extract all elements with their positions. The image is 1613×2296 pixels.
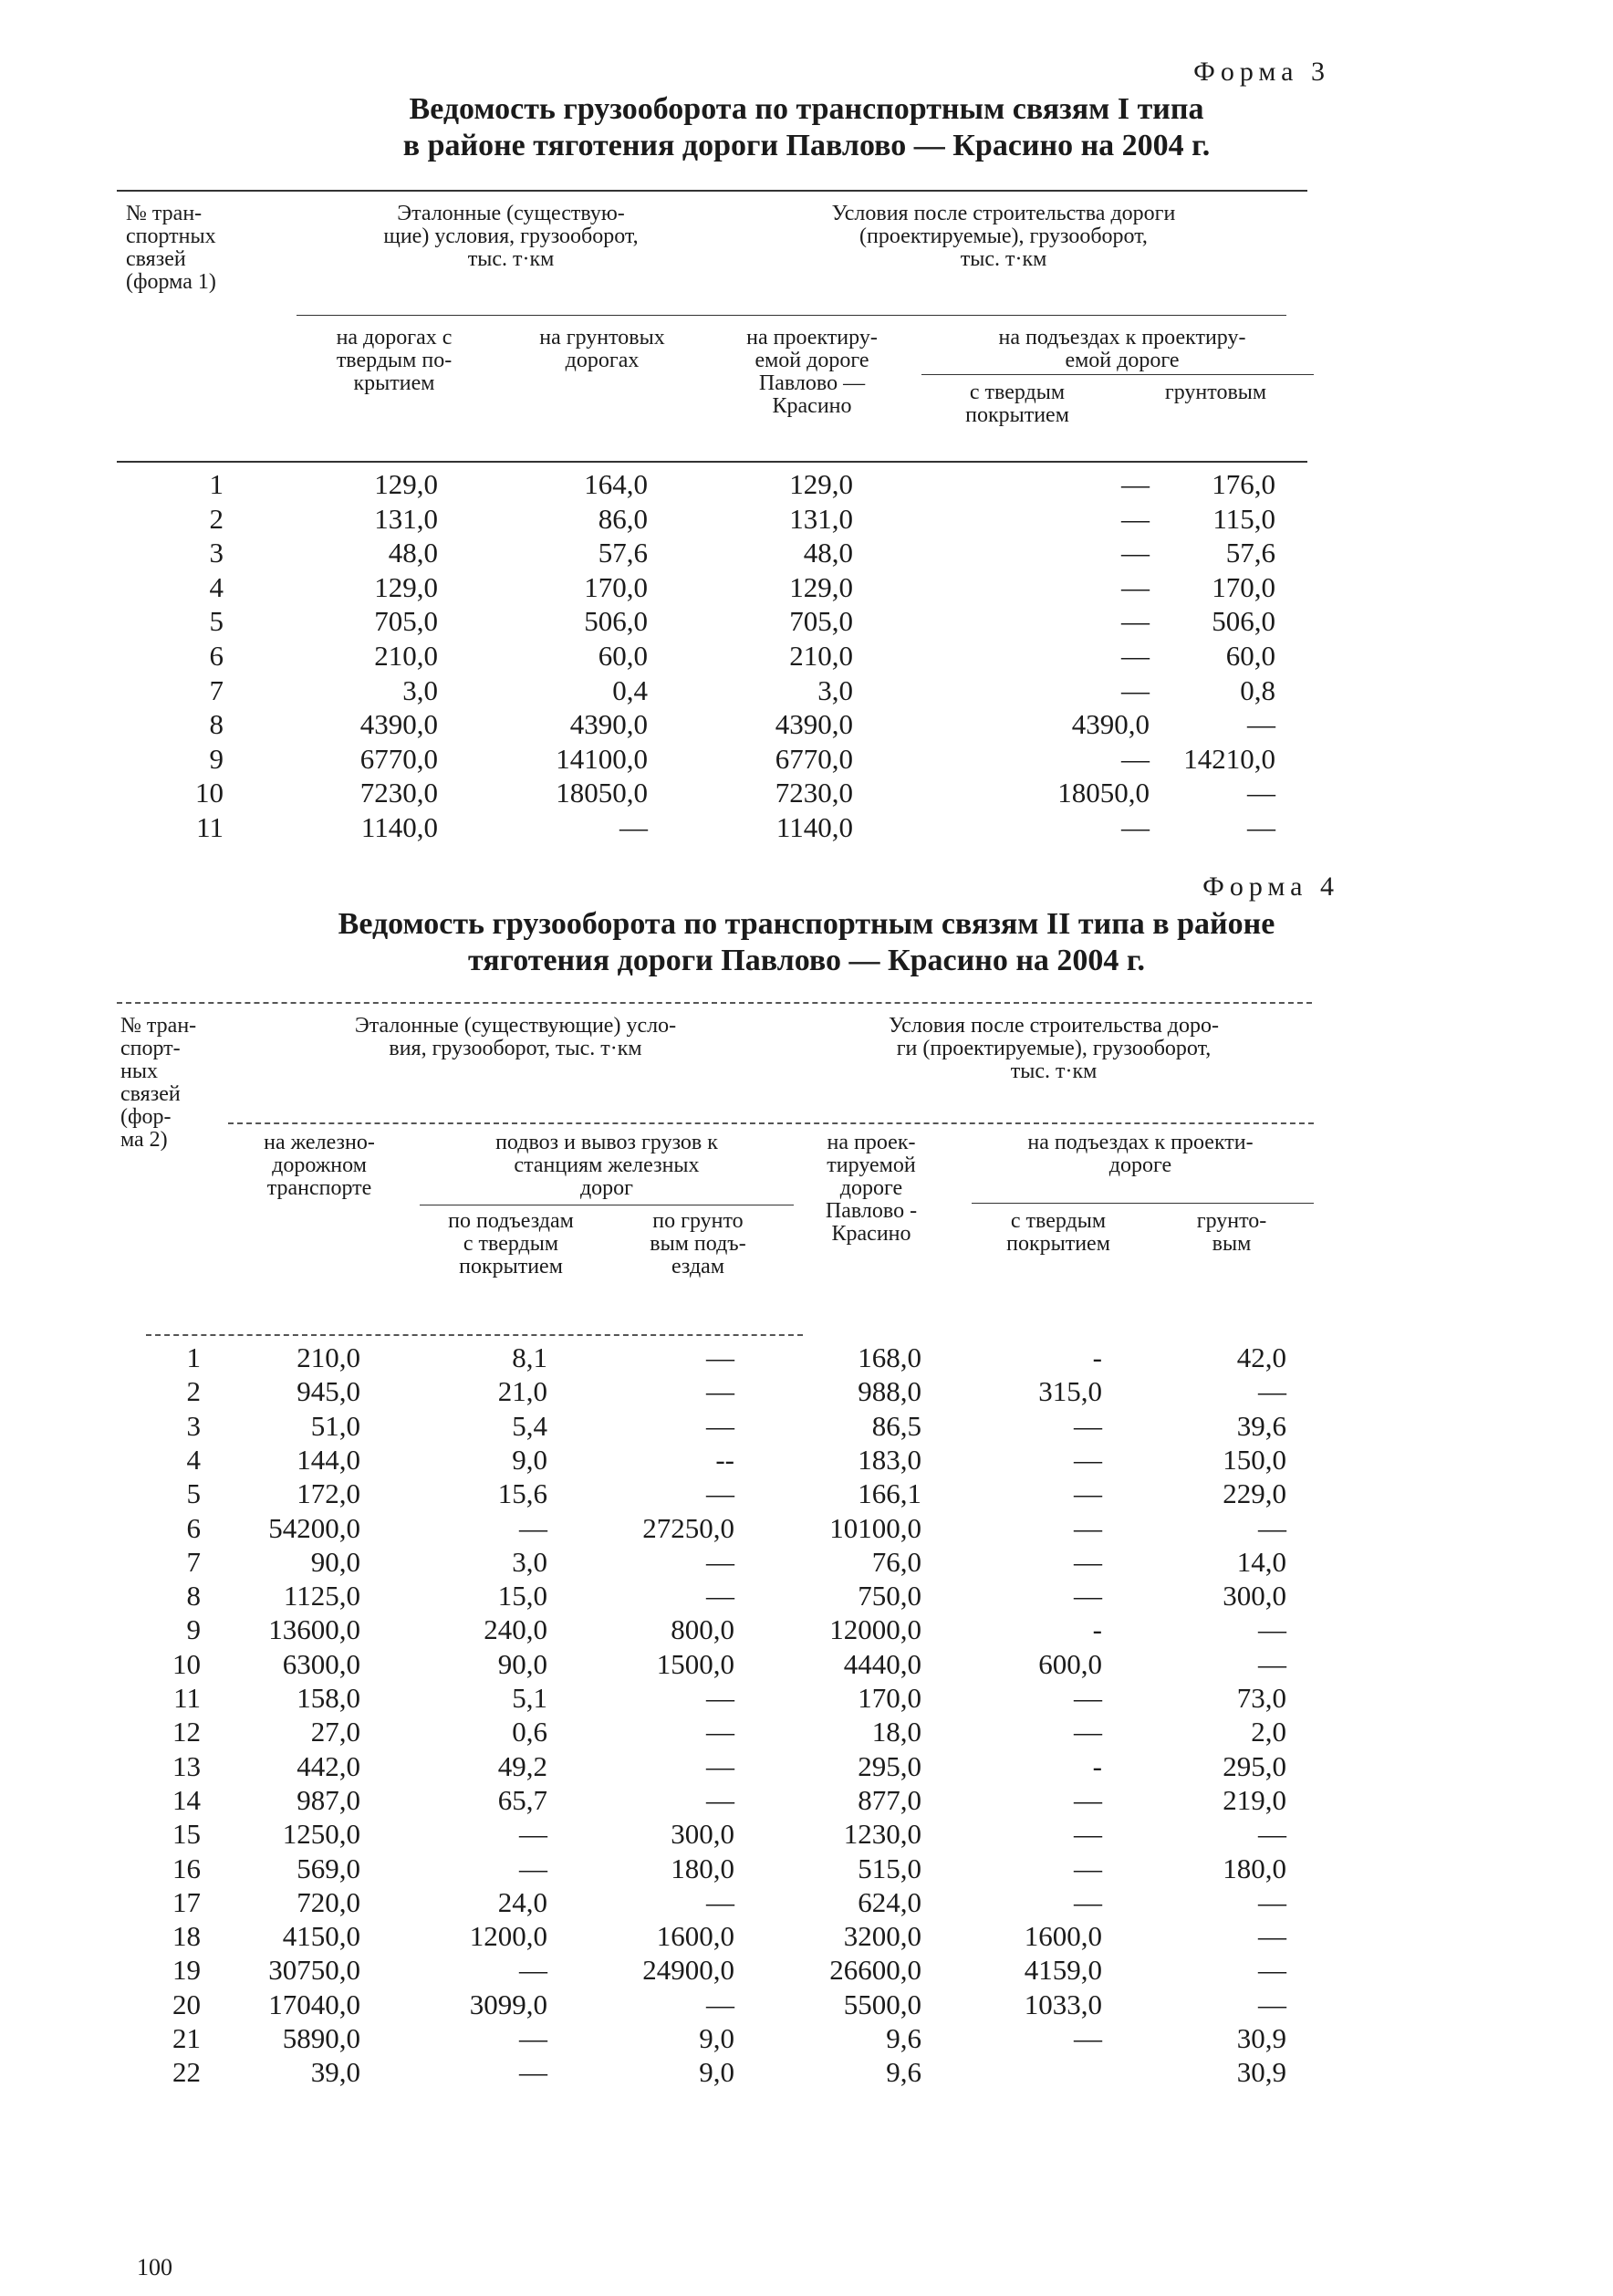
form4-header-approach-hard: с твердым покрытием	[1006, 1209, 1110, 1256]
cell-projected: 3200,0	[843, 1920, 921, 1953]
cell-num: 1	[209, 468, 224, 500]
table-row	[0, 1410, 1613, 1445]
cell-approach-dirt: 300,0	[1223, 1580, 1286, 1612]
cell-approach-dirt: 170,0	[1212, 570, 1275, 603]
table-row	[0, 2056, 1613, 2091]
table-row	[0, 1682, 1613, 1717]
cell-approach-dirt: —	[1258, 1818, 1286, 1851]
table-row	[0, 1341, 1613, 1376]
cell-approach-hard: —	[1074, 1511, 1102, 1544]
cell-projected: 988,0	[858, 1375, 921, 1408]
cell-approach-hard: -	[1092, 1613, 1102, 1646]
form4-header-delivery-dirt: по грунто вым подъ- ездам	[650, 1209, 746, 1278]
cell-num: 18	[172, 1920, 201, 1953]
cell-projected: 295,0	[858, 1749, 921, 1782]
cell-dirt-roads: 14100,0	[556, 742, 648, 775]
table-row	[0, 2022, 1613, 2057]
cell-approach-hard: 18050,0	[1057, 777, 1150, 809]
cell-hard-roads: 3,0	[402, 673, 438, 706]
cell-dirt-roads: 0,4	[612, 673, 648, 706]
table-row	[0, 640, 1613, 674]
cell-projected: 1230,0	[843, 1818, 921, 1851]
cell-approach-hard: —	[1121, 468, 1150, 500]
cell-approach-dirt: 176,0	[1212, 468, 1275, 500]
table-row	[0, 1988, 1613, 2023]
cell-hard-roads: 7230,0	[359, 777, 438, 809]
cell-approach-hard: 600,0	[1038, 1647, 1102, 1680]
cell-delivery-dirt: —	[706, 1375, 734, 1408]
table-row	[0, 537, 1613, 571]
cell-projected: 26600,0	[829, 1954, 921, 1987]
cell-delivery-dirt: 9,0	[699, 2056, 734, 2089]
form4-header-after: Условия после строительства доро- ги (проектируемые), грузооборот, тыс. т·км	[888, 1014, 1220, 1083]
cell-num: 6	[209, 640, 224, 672]
cell-approach-hard: —	[1121, 605, 1150, 638]
table-row	[0, 777, 1613, 811]
cell-projected: 4390,0	[775, 708, 853, 741]
cell-approach-hard: —	[1074, 1580, 1102, 1612]
cell-delivery-dirt: —	[706, 1682, 734, 1714]
cell-num: 1	[186, 1341, 201, 1373]
cell-rail: 1250,0	[282, 1818, 360, 1851]
cell-num: 8	[186, 1580, 201, 1612]
cell-projected: 18,0	[871, 1716, 921, 1748]
table-row	[0, 1613, 1613, 1648]
cell-delivery-hard: 15,6	[497, 1477, 547, 1510]
cell-rail: 210,0	[297, 1341, 360, 1373]
cell-projected: 12000,0	[829, 1613, 921, 1646]
form4-header-delivery: подвоз и вывоз грузов к станциям железных дорог	[495, 1131, 718, 1200]
cell-num: 2	[186, 1375, 201, 1408]
cell-projected: 183,0	[858, 1443, 921, 1476]
cell-rail: 569,0	[297, 1852, 360, 1884]
cell-approach-hard: —	[1121, 640, 1150, 672]
cell-projected: 5500,0	[843, 1988, 921, 2020]
cell-projected: 166,1	[858, 1477, 921, 1510]
cell-num: 5	[209, 605, 224, 638]
cell-delivery-dirt: 9,0	[699, 2022, 734, 2054]
cell-projected: 210,0	[789, 640, 853, 672]
cell-projected: 48,0	[803, 537, 853, 569]
cell-projected: 86,5	[871, 1409, 921, 1442]
form3-header-approach-dirt: грунтовым	[1164, 381, 1267, 404]
form3-title-line2: в районе тяготения дороги Павлово — Красино на 2004 г.	[402, 129, 1211, 162]
cell-rail: 720,0	[297, 1885, 360, 1918]
cell-delivery-hard: 3099,0	[469, 1988, 547, 2020]
cell-hard-roads: 129,0	[374, 468, 438, 500]
cell-rail: 158,0	[297, 1682, 360, 1714]
cell-approach-dirt: 295,0	[1223, 1749, 1286, 1782]
cell-approach-hard: —	[1074, 1885, 1102, 1918]
cell-approach-dirt: 150,0	[1223, 1443, 1286, 1476]
cell-num: 11	[196, 811, 224, 843]
cell-dirt-roads: 506,0	[584, 605, 648, 638]
cell-approach-dirt: 30,9	[1236, 2056, 1286, 2089]
cell-num: 11	[173, 1682, 201, 1714]
cell-delivery-dirt: —	[706, 1580, 734, 1612]
table-row	[0, 1818, 1613, 1852]
cell-projected: 129,0	[789, 570, 853, 603]
cell-num: 6	[186, 1511, 201, 1544]
cell-approach-hard: —	[1074, 1818, 1102, 1851]
table-row	[0, 1852, 1613, 1887]
cell-rail: 144,0	[297, 1443, 360, 1476]
cell-approach-dirt: 115,0	[1212, 502, 1275, 535]
table-row	[0, 1375, 1613, 1410]
cell-num: 7	[209, 673, 224, 706]
cell-delivery-dirt: —	[706, 1716, 734, 1748]
cell-num: 20	[172, 1988, 201, 2020]
cell-projected: 129,0	[789, 468, 853, 500]
form3-header-approaches: на подъездах к проектиру- емой дороге	[998, 326, 1246, 372]
cell-delivery-hard: 5,4	[512, 1409, 547, 1442]
cell-dirt-roads: 164,0	[584, 468, 648, 500]
form3-label: Форма 3	[1193, 57, 1330, 87]
cell-hard-roads: 705,0	[374, 605, 438, 638]
cell-delivery-hard: —	[519, 1511, 547, 1544]
cell-num: 3	[209, 537, 224, 569]
cell-projected: 6770,0	[775, 742, 853, 775]
cell-num: 10	[172, 1647, 201, 1680]
cell-num: 3	[186, 1409, 201, 1442]
cell-projected: 7230,0	[775, 777, 853, 809]
cell-rail: 17040,0	[268, 1988, 360, 2020]
table-row	[0, 674, 1613, 709]
cell-approach-hard: —	[1074, 1716, 1102, 1748]
cell-approach-dirt: 229,0	[1223, 1477, 1286, 1510]
form3-approach-rule	[921, 374, 1314, 375]
table-row	[0, 1886, 1613, 1921]
cell-approach-dirt: —	[1258, 1511, 1286, 1544]
cell-delivery-dirt: —	[706, 1749, 734, 1782]
cell-dirt-roads: —	[619, 811, 648, 843]
cell-delivery-hard: 24,0	[497, 1885, 547, 1918]
cell-rail: 172,0	[297, 1477, 360, 1510]
cell-num: 10	[195, 777, 224, 809]
table-row	[0, 1648, 1613, 1683]
cell-projected: 3,0	[817, 673, 853, 706]
cell-rail: 30750,0	[268, 1954, 360, 1987]
table-row	[0, 605, 1613, 640]
cell-hard-roads: 1140,0	[360, 811, 438, 843]
cell-num: 19	[172, 1954, 201, 1987]
page-number: 100	[137, 2254, 172, 2280]
cell-projected: 515,0	[858, 1852, 921, 1884]
cell-approach-hard: —	[1121, 570, 1150, 603]
cell-delivery-dirt: 1600,0	[656, 1920, 734, 1953]
form4-header-approach-dirt: грунто- вым	[1196, 1209, 1267, 1256]
cell-dirt-roads: 4390,0	[569, 708, 648, 741]
cell-delivery-dirt: —	[706, 1477, 734, 1510]
cell-num: 8	[209, 708, 224, 741]
cell-delivery-hard: —	[519, 2056, 547, 2089]
cell-delivery-dirt: —	[706, 1341, 734, 1373]
cell-projected: 750,0	[858, 1580, 921, 1612]
cell-num: 7	[186, 1545, 201, 1578]
cell-dirt-roads: 86,0	[598, 502, 648, 535]
table-row	[0, 1444, 1613, 1478]
cell-rail: 90,0	[310, 1545, 360, 1578]
cell-delivery-hard: 65,7	[497, 1783, 547, 1816]
cell-approach-hard: —	[1074, 1409, 1102, 1442]
cell-num: 17	[172, 1885, 201, 1918]
cell-approach-dirt: 57,6	[1225, 537, 1275, 569]
cell-rail: 945,0	[297, 1375, 360, 1408]
form4-header-subrule	[228, 1122, 1314, 1124]
cell-num: 13	[172, 1749, 201, 1782]
cell-approach-dirt: —	[1247, 777, 1275, 809]
cell-approach-hard: —	[1074, 1682, 1102, 1714]
cell-approach-dirt: —	[1247, 811, 1275, 843]
cell-approach-dirt: 219,0	[1223, 1783, 1286, 1816]
cell-approach-dirt: 30,9	[1236, 2022, 1286, 2054]
cell-delivery-hard: 90,0	[497, 1647, 547, 1680]
cell-dirt-roads: 18050,0	[556, 777, 648, 809]
cell-projected: 10100,0	[829, 1511, 921, 1544]
cell-delivery-dirt: —	[706, 1885, 734, 1918]
form3-header-hard-roads: на дорогах с твердым по- крытием	[336, 326, 453, 395]
cell-approach-dirt: 506,0	[1212, 605, 1275, 638]
form3-header-dirt-roads: на грунтовых дорогах	[539, 326, 665, 372]
cell-approach-hard: —	[1074, 1783, 1102, 1816]
table-row	[0, 1920, 1613, 1955]
cell-approach-hard: —	[1121, 811, 1150, 843]
form3-header-num: № тран- спортных связей (форма 1)	[126, 202, 216, 294]
form4-header-existing: Эталонные (существующие) усло- вия, грузооборот, тыс. т·км	[354, 1014, 677, 1060]
cell-approach-hard: -	[1092, 1749, 1102, 1782]
form3-header-subrule	[297, 315, 1286, 316]
table-row	[0, 468, 1613, 503]
cell-delivery-dirt: —	[706, 1409, 734, 1442]
cell-num: 9	[209, 742, 224, 775]
cell-dirt-roads: 170,0	[584, 570, 648, 603]
form3-header-existing: Эталонные (существую- щие) условия, грузооборот, тыс. т·км	[383, 202, 639, 271]
cell-num: 22	[172, 2056, 201, 2089]
cell-projected: 9,6	[886, 2022, 921, 2054]
cell-delivery-hard: 3,0	[512, 1545, 547, 1578]
form3-title-line1: Ведомость грузооборота по транспортным связям I типа	[409, 92, 1204, 126]
cell-projected: 76,0	[871, 1545, 921, 1578]
cell-approach-dirt: 42,0	[1236, 1341, 1286, 1373]
cell-approach-dirt: —	[1258, 1375, 1286, 1408]
form4-approach-rule	[972, 1203, 1314, 1204]
cell-delivery-hard: 21,0	[497, 1375, 547, 1408]
cell-dirt-roads: 60,0	[598, 640, 648, 672]
table-row	[0, 1750, 1613, 1785]
cell-approach-hard: 4159,0	[1024, 1954, 1102, 1987]
cell-projected: 170,0	[858, 1682, 921, 1714]
table-row	[0, 1784, 1613, 1819]
cell-num: 21	[172, 2022, 201, 2054]
cell-approach-hard: —	[1074, 2022, 1102, 2054]
cell-rail: 13600,0	[268, 1613, 360, 1646]
form4-title-line1: Ведомость грузооборота по транспортным связям II типа в районе	[338, 907, 1275, 941]
form4-top-rule	[117, 1002, 1312, 1004]
table-row	[0, 1546, 1613, 1581]
table-row	[0, 743, 1613, 778]
table-row	[0, 708, 1613, 743]
cell-delivery-hard: —	[519, 1818, 547, 1851]
form4-header-approaches: на подъездах к проекти- дороге	[1027, 1131, 1254, 1177]
table-row	[0, 571, 1613, 606]
cell-delivery-dirt: —	[706, 1545, 734, 1578]
cell-approach-dirt: 39,6	[1236, 1409, 1286, 1442]
cell-hard-roads: 4390,0	[359, 708, 438, 741]
form4-header-num: № тран- спорт- ных связей (фор- ма 2)	[120, 1014, 197, 1152]
cell-delivery-dirt: —	[706, 1988, 734, 2020]
cell-approach-hard: -	[1092, 1341, 1102, 1373]
cell-approach-hard: —	[1121, 673, 1150, 706]
cell-delivery-dirt: —	[706, 1783, 734, 1816]
form4-header-rail: на железно- дорожном транспорте	[264, 1131, 375, 1200]
cell-hard-roads: 131,0	[374, 502, 438, 535]
form4-header-bottom-rule	[146, 1334, 803, 1336]
cell-delivery-hard: —	[519, 2022, 547, 2054]
cell-num: 14	[172, 1783, 201, 1816]
cell-approach-dirt: 73,0	[1236, 1682, 1286, 1714]
cell-delivery-hard: 15,0	[497, 1580, 547, 1612]
cell-delivery-hard: 0,6	[512, 1716, 547, 1748]
cell-rail: 442,0	[297, 1749, 360, 1782]
cell-delivery-hard: 49,2	[497, 1749, 547, 1782]
cell-rail: 1125,0	[283, 1580, 360, 1612]
cell-projected: 624,0	[858, 1885, 921, 1918]
table-row	[0, 1477, 1613, 1512]
cell-num: 12	[172, 1716, 201, 1748]
cell-approach-hard: —	[1121, 502, 1150, 535]
cell-delivery-hard: 9,0	[512, 1443, 547, 1476]
cell-rail: 5890,0	[282, 2022, 360, 2054]
table-row	[0, 1580, 1613, 1614]
cell-delivery-dirt: 1500,0	[656, 1647, 734, 1680]
cell-num: 5	[186, 1477, 201, 1510]
form4-title	[0, 906, 1613, 979]
form3-header-projected: на проектиру- емой дороге Павлово — Красино	[746, 326, 878, 418]
cell-projected: 877,0	[858, 1783, 921, 1816]
form4-header-projected: на проек- тируемой дороге Павлово - Красино	[825, 1131, 918, 1246]
form3-title	[0, 91, 1613, 164]
cell-delivery-dirt: --	[715, 1443, 734, 1476]
cell-approach-hard: 1600,0	[1024, 1920, 1102, 1953]
cell-approach-hard: —	[1121, 537, 1150, 569]
cell-projected: 1140,0	[775, 811, 853, 843]
cell-approach-dirt: —	[1258, 1647, 1286, 1680]
cell-num: 9	[186, 1613, 201, 1646]
cell-rail: 27,0	[310, 1716, 360, 1748]
cell-approach-dirt: 14210,0	[1183, 742, 1275, 775]
cell-projected: 9,6	[886, 2056, 921, 2089]
cell-delivery-hard: —	[519, 1852, 547, 1884]
cell-delivery-dirt: 24900,0	[642, 1954, 734, 1987]
cell-delivery-dirt: 800,0	[671, 1613, 734, 1646]
cell-rail: 6300,0	[282, 1647, 360, 1680]
cell-rail: 4150,0	[282, 1920, 360, 1953]
table-row	[0, 811, 1613, 846]
cell-delivery-hard: —	[519, 1954, 547, 1987]
table-row	[0, 1512, 1613, 1547]
form3-header-approach-hard: с твердым покрытием	[965, 381, 1069, 427]
cell-rail: 54200,0	[268, 1511, 360, 1544]
cell-hard-roads: 129,0	[374, 570, 438, 603]
cell-delivery-dirt: 300,0	[671, 1818, 734, 1851]
cell-hard-roads: 48,0	[388, 537, 438, 569]
cell-approach-hard: 4390,0	[1071, 708, 1150, 741]
cell-approach-hard: 315,0	[1038, 1375, 1102, 1408]
cell-hard-roads: 210,0	[374, 640, 438, 672]
table-row	[0, 1716, 1613, 1750]
cell-delivery-hard: 8,1	[512, 1341, 547, 1373]
cell-num: 4	[209, 570, 224, 603]
cell-approach-dirt: 2,0	[1251, 1716, 1286, 1748]
form4-title-line2: тяготения дороги Павлово — Красино на 2004 г.	[467, 944, 1146, 977]
form4-label: Форма 4	[1202, 871, 1339, 902]
cell-approach-hard: —	[1121, 742, 1150, 775]
cell-approach-dirt: —	[1247, 708, 1275, 741]
cell-approach-dirt: 60,0	[1225, 640, 1275, 672]
cell-num: 16	[172, 1852, 201, 1884]
cell-approach-dirt: 0,8	[1240, 673, 1275, 706]
cell-delivery-dirt: 27250,0	[642, 1511, 734, 1544]
form3-header-bottom-rule	[117, 461, 1307, 463]
cell-delivery-hard: 240,0	[484, 1613, 547, 1646]
cell-approach-hard: —	[1074, 1477, 1102, 1510]
cell-rail: 987,0	[297, 1783, 360, 1816]
cell-approach-dirt: —	[1258, 1920, 1286, 1953]
cell-approach-hard: —	[1074, 1545, 1102, 1578]
cell-approach-dirt: —	[1258, 1988, 1286, 2020]
cell-approach-hard: 1033,0	[1024, 1988, 1102, 2020]
cell-approach-dirt: 14,0	[1236, 1545, 1286, 1578]
cell-approach-dirt: 180,0	[1223, 1852, 1286, 1884]
cell-delivery-hard: 1200,0	[469, 1920, 547, 1953]
form3-top-rule	[117, 190, 1307, 192]
form4-header-delivery-hard: по подъездам с твердым покрытием	[448, 1209, 574, 1278]
cell-delivery-dirt: 180,0	[671, 1852, 734, 1884]
cell-projected: 4440,0	[843, 1647, 921, 1680]
cell-approach-hard: —	[1074, 1443, 1102, 1476]
cell-num: 4	[186, 1443, 201, 1476]
cell-approach-dirt: —	[1258, 1954, 1286, 1987]
cell-delivery-hard: 5,1	[512, 1682, 547, 1714]
cell-dirt-roads: 57,6	[598, 537, 648, 569]
cell-projected: 131,0	[789, 502, 853, 535]
cell-projected: 168,0	[858, 1341, 921, 1373]
form3-header-after: Условия после строительства дороги (проектируемые), грузооборот, тыс. т·км	[831, 202, 1176, 271]
cell-num: 2	[209, 502, 224, 535]
cell-hard-roads: 6770,0	[359, 742, 438, 775]
cell-approach-hard: —	[1074, 1852, 1102, 1884]
cell-num: 15	[172, 1818, 201, 1851]
cell-rail: 51,0	[310, 1409, 360, 1442]
table-row	[0, 1954, 1613, 1988]
cell-projected: 705,0	[789, 605, 853, 638]
cell-rail: 39,0	[310, 2056, 360, 2089]
cell-approach-dirt: —	[1258, 1885, 1286, 1918]
cell-approach-dirt: —	[1258, 1613, 1286, 1646]
table-row	[0, 503, 1613, 537]
